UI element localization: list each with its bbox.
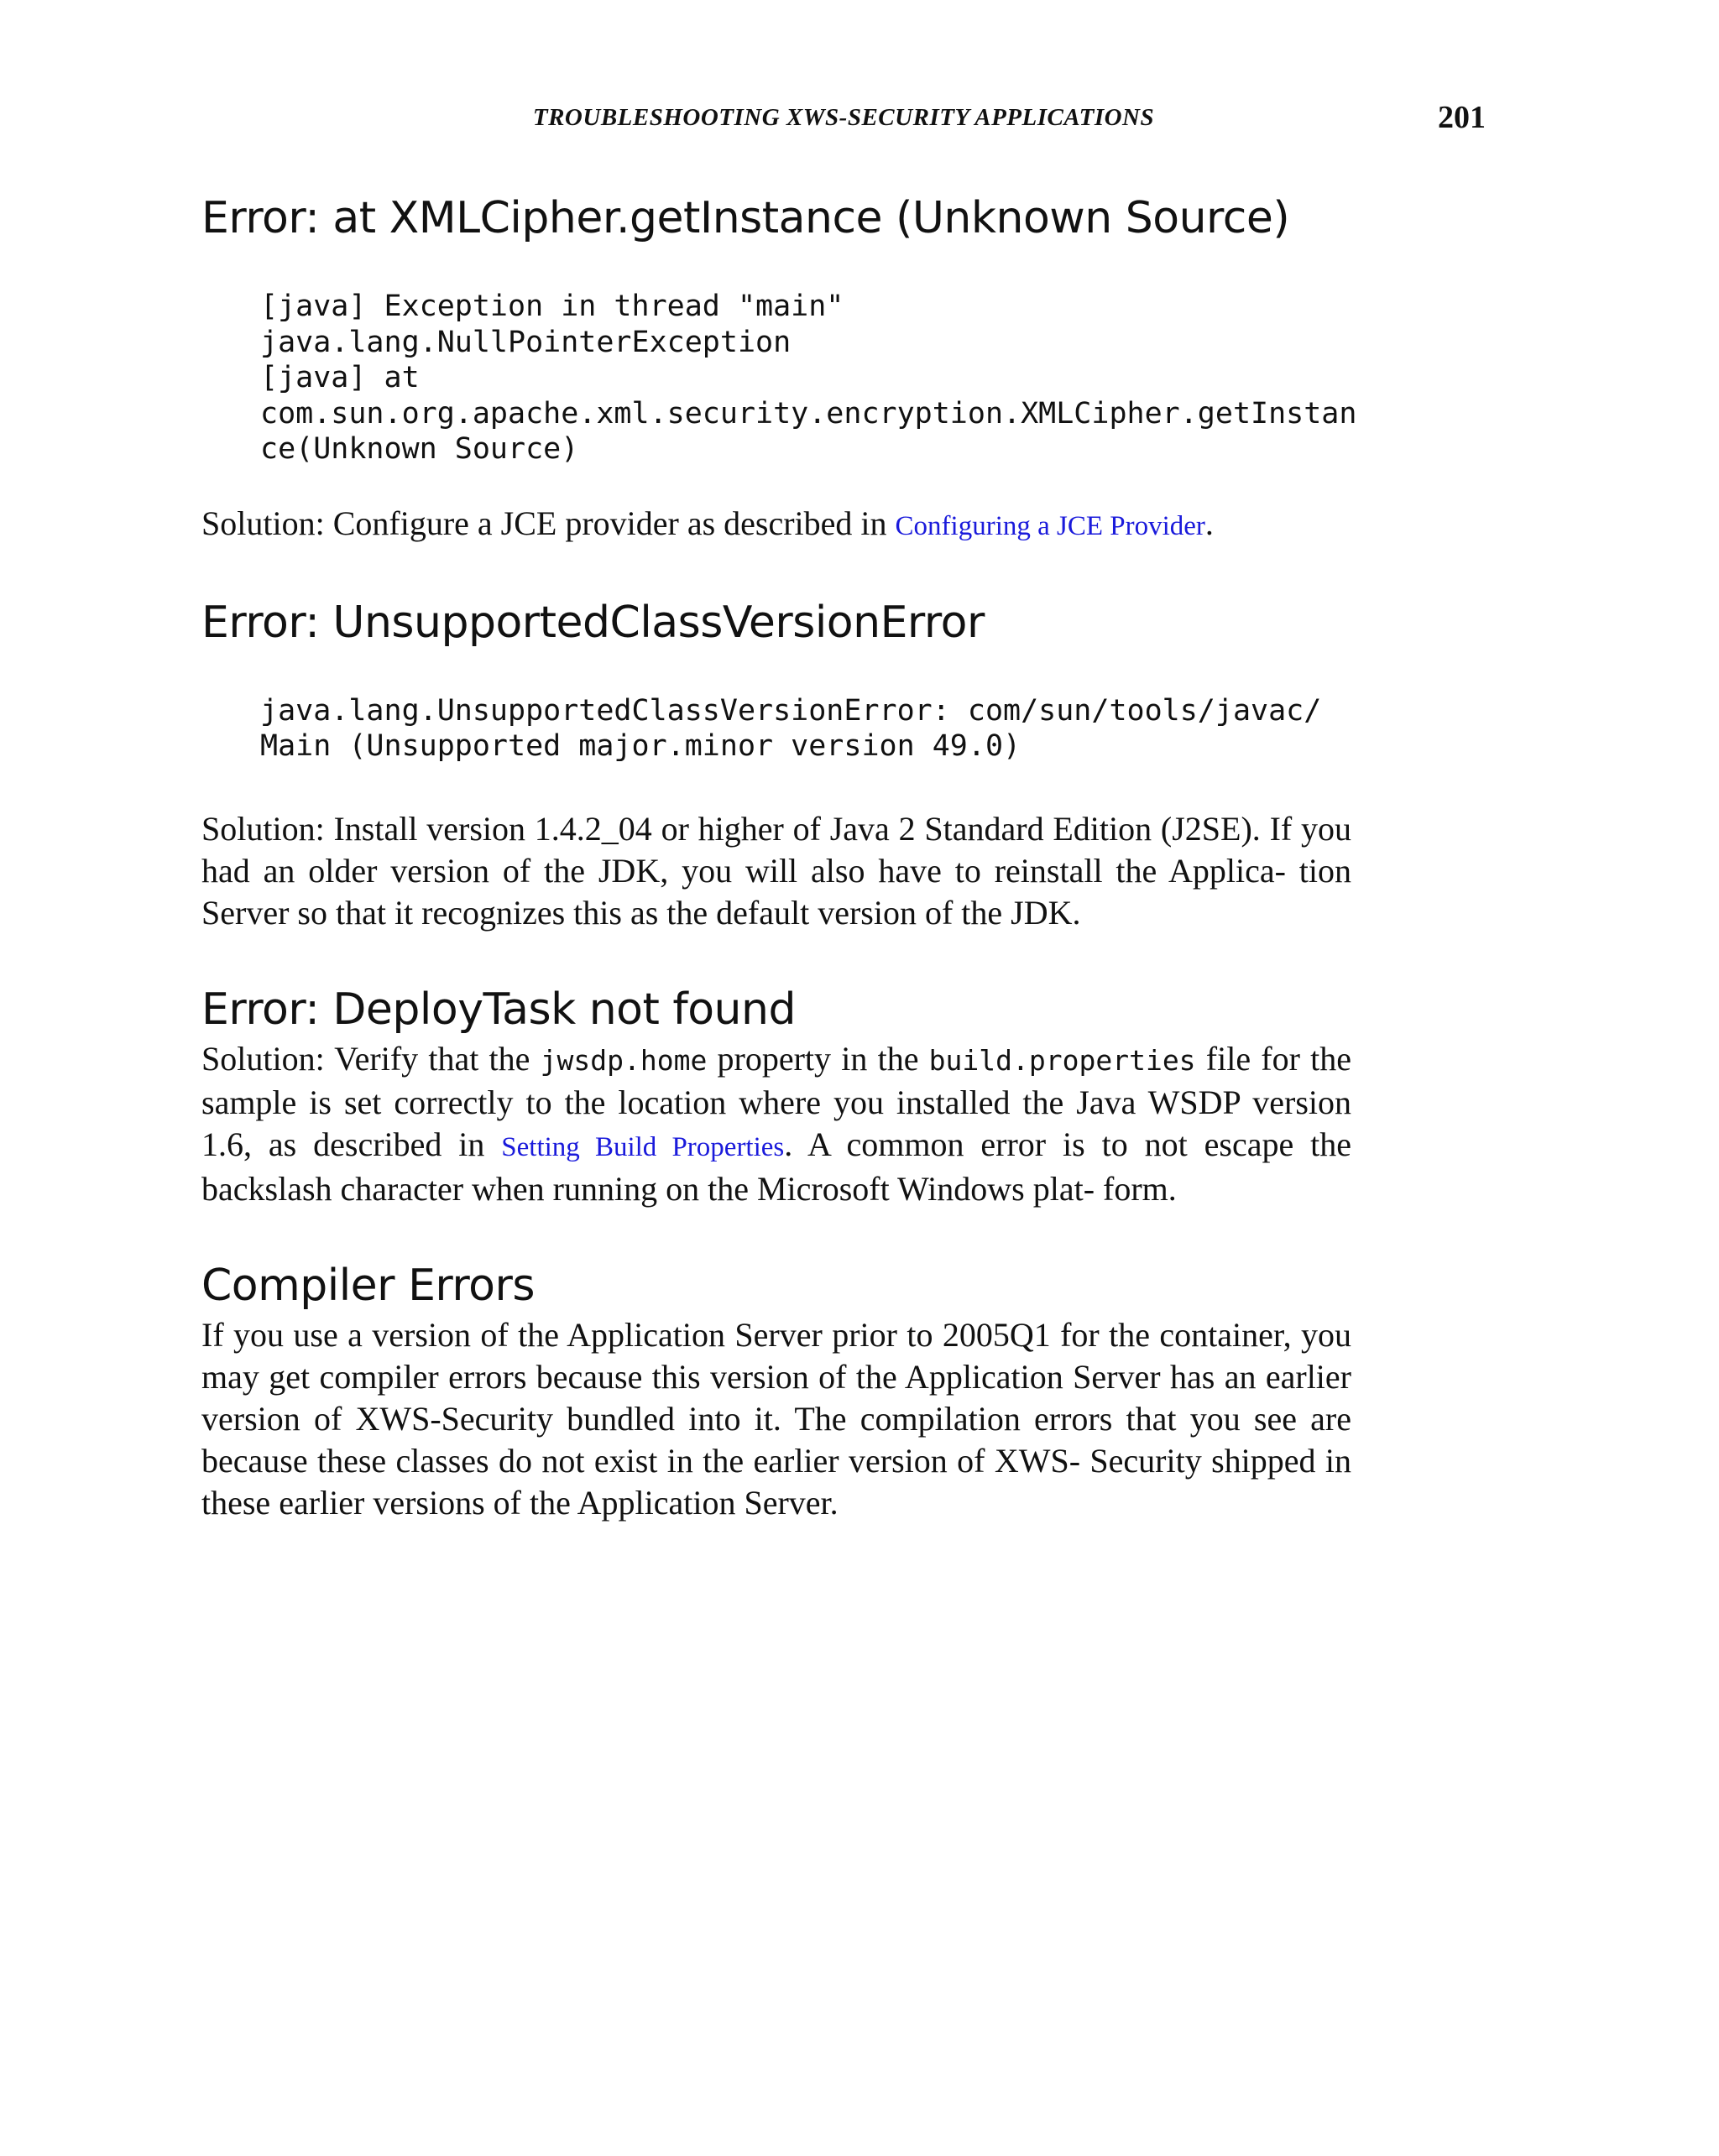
solution-text: Solution: Configure a JCE provider as described in: [201, 504, 896, 542]
solution-text-4: . A common error is to not escape the backslash character when running on the Microsoft Windows plat- form.: [201, 1125, 1351, 1208]
link-configuring-jce-provider[interactable]: Configuring a JCE Provider: [895, 510, 1205, 541]
link-setting-build-properties[interactable]: Setting Build Properties: [501, 1131, 785, 1162]
code-block-xmlcipher: [java] Exception in thread "main" java.lang.NullPointerException [java] at com.sun.org.apache.xml.security.encryption.XMLCipher.getInstan ce(Unknown Source): [260, 290, 1357, 466]
solution-suffix: .: [1204, 504, 1214, 542]
section-heading-unsupported-class-version: Error: UnsupportedClassVersionError: [201, 597, 985, 648]
page-number: 201: [1438, 100, 1486, 135]
page-content: [201, 185, 1357, 1524]
solution-paragraph-jce: [201, 503, 1351, 547]
solution-text-1: Solution: Verify that the: [201, 1039, 541, 1078]
solution-paragraph-deploytask: [201, 1038, 1351, 1210]
section-heading-compiler-errors: Compiler Errors: [201, 1260, 535, 1311]
running-title: TROUBLESHOOTING XWS-SECURITY APPLICATIONS: [532, 104, 1155, 131]
code-block-unsupported-class-version: java.lang.UnsupportedClassVersionError: com/sun/tools/javac/ Main (Unsupported major.minor version 49.0): [260, 693, 1322, 763]
inline-code-build-properties: build.properties: [928, 1043, 1196, 1077]
inline-code-jwsdp-home: jwsdp.home: [540, 1043, 708, 1077]
solution-text-3: file for the sample is set correctly to the location where you installed the Java WSDP version 1.6, as described in: [201, 1039, 1352, 1163]
compiler-errors-paragraph: If you use a version of the Application Server prior to 2005Q1 for the container, you may get compiler errors because this version of the Application Server has an earlier version of XWS-Security bundled into it. The compilation errors that you see are because these classes do not exist in the earlier version of XWS- Security shipped in these earlier versions of the Application Server.: [201, 1315, 1351, 1522]
running-header: [201, 99, 1486, 149]
section-heading-deploytask: Error: DeployTask not found: [201, 984, 796, 1035]
solution-text-2: property in the: [707, 1039, 929, 1078]
section-heading-xmlcipher: Error: at XMLCipher.getInstance (Unknown Source): [201, 193, 1290, 243]
solution-paragraph-install: Solution: Install version 1.4.2_04 or higher of Java 2 Standard Edition (J2SE). If you had an older version of the JDK, you will also have to reinstall the Applica- tion Server so that it recognizes this as the default version of the JDK.: [201, 809, 1351, 932]
